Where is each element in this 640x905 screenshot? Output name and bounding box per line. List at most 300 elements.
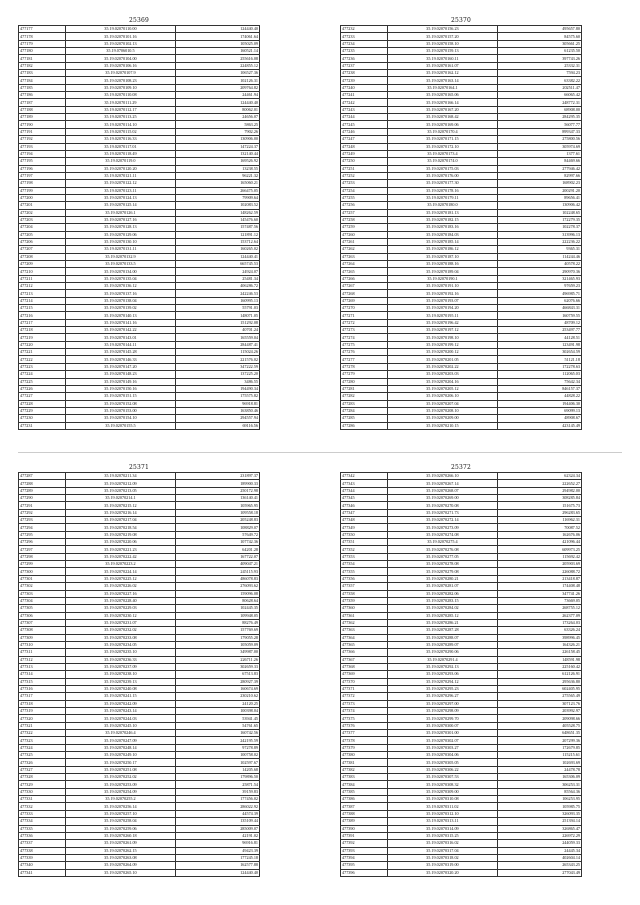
- value-cell: 168902.23: [497, 180, 581, 187]
- row-id-cell: 477290: [19, 495, 66, 502]
- code-cell: 35.19.02070158.10: [388, 40, 498, 47]
- row-id-cell: 477312: [19, 656, 66, 663]
- code-cell: 35.19.02070102.13: [66, 40, 176, 47]
- code-cell: 35.19.02070113.25: [66, 114, 176, 121]
- value-cell: 398996.45: [497, 634, 581, 641]
- value-cell: 53941.45: [175, 715, 259, 722]
- code-cell: 35.19.02070287.28: [388, 627, 498, 634]
- table-row: [19, 685, 260, 692]
- value-cell: 302654.59: [497, 349, 581, 356]
- panel-title: 25371: [128, 464, 150, 471]
- row-id-cell: 477216: [19, 312, 66, 319]
- value-cell: 262377.09: [497, 612, 581, 619]
- row-id-cell: 477365: [341, 641, 388, 648]
- table-row: [341, 671, 582, 678]
- table-row: [19, 862, 260, 869]
- row-id-cell: 477244: [341, 114, 388, 121]
- value-cell: 665745.53: [175, 261, 259, 268]
- row-id-cell: 477274: [341, 334, 388, 341]
- row-id-cell: 477353: [341, 553, 388, 560]
- value-cell: 284487.41: [175, 341, 259, 348]
- value-cell: 151292.08: [175, 319, 259, 326]
- value-cell: 80062.01: [175, 106, 259, 113]
- value-cell: 135109.44: [175, 818, 259, 825]
- row-id-cell: 477225: [19, 378, 66, 385]
- table-row: [19, 92, 260, 99]
- table-panel-25372: [340, 464, 582, 877]
- row-id-cell: 477371: [341, 685, 388, 692]
- data-table: [340, 25, 582, 430]
- table-row: [341, 752, 582, 759]
- value-cell: 284295.35: [497, 114, 581, 121]
- table-row: [341, 502, 582, 509]
- code-cell: 35.19.02070106.16: [66, 62, 176, 69]
- row-id-cell: 477348: [341, 517, 388, 524]
- row-id-cell: 477320: [19, 715, 66, 722]
- value-cell: 115024.26: [175, 349, 259, 356]
- value-cell: 5863.25: [175, 121, 259, 128]
- row-id-cell: 477386: [341, 796, 388, 803]
- value-cell: 49423.39: [175, 847, 259, 854]
- code-cell: 35.19.02070152.08: [66, 400, 176, 407]
- code-cell: 35.19.02070291.4: [388, 656, 498, 663]
- row-id-cell: 477282: [341, 393, 388, 400]
- value-cell: 245115.93: [175, 568, 259, 575]
- value-cell: 172679.85: [497, 744, 581, 751]
- value-cell: 102693.69: [497, 759, 581, 766]
- table-row: [19, 502, 260, 509]
- code-cell: 35.19.02070132.9: [66, 253, 176, 260]
- row-id-cell: 477236: [341, 55, 388, 62]
- row-id-cell: 477242: [341, 99, 388, 106]
- row-id-cell: 477207: [19, 246, 66, 253]
- code-cell: 35.19.02070212.09: [66, 480, 176, 487]
- table-row: [19, 48, 260, 55]
- code-cell: 35.19.02070207.04: [388, 400, 498, 407]
- data-table: [340, 472, 582, 877]
- code-cell: 35.19.02070217.04: [66, 517, 176, 524]
- value-cell: 248772.31: [497, 99, 581, 106]
- row-id-cell: 477186: [19, 92, 66, 99]
- table-panel-25370: [340, 17, 582, 430]
- row-id-cell: 477330: [19, 788, 66, 795]
- row-id-cell: 477381: [341, 759, 388, 766]
- code-cell: 35.19.02070101.16: [66, 33, 176, 40]
- value-cell: 202511.47: [497, 84, 581, 91]
- code-cell: 35.19.02070262.15: [66, 847, 176, 854]
- row-id-cell: 477345: [341, 495, 388, 502]
- row-id-cell: 477301: [19, 575, 66, 582]
- value-cell: 7594.23: [497, 70, 581, 77]
- code-cell: 35.19.02070136.12: [66, 283, 176, 290]
- value-cell: 64201.28: [175, 546, 259, 553]
- row-id-cell: 477358: [341, 590, 388, 597]
- code-cell: 35.19.02070260.18: [66, 832, 176, 839]
- table-row: [341, 612, 582, 619]
- code-cell: 35.19.02070299.70: [388, 715, 498, 722]
- code-cell: 35.19.02070181.13: [388, 209, 498, 216]
- value-cell: 486078.83: [175, 575, 259, 582]
- table-row: [341, 253, 582, 260]
- table-row: [341, 209, 582, 216]
- table-row: [19, 187, 260, 194]
- code-cell: 35.19.02070186.12: [388, 246, 498, 253]
- row-id-cell: 477324: [19, 744, 66, 751]
- value-cell: 13238.55: [175, 165, 259, 172]
- value-cell: 25871.54: [175, 781, 259, 788]
- row-id-cell: 477223: [19, 363, 66, 370]
- value-cell: 132140.44: [175, 150, 259, 157]
- value-cell: 162676.06: [497, 531, 581, 538]
- row-id-cell: 477201: [19, 202, 66, 209]
- code-cell: 35.19.02070184.03: [388, 231, 498, 238]
- code-cell: 35.19.02070319.00: [388, 862, 498, 869]
- value-cell: 205903.69: [497, 561, 581, 568]
- table-row: [341, 553, 582, 560]
- value-cell: 106527.36: [175, 70, 259, 77]
- code-cell: 35.19.02070149.16: [66, 378, 176, 385]
- value-cell: 194490.34: [175, 385, 259, 392]
- table-row: [19, 561, 260, 568]
- code-cell: 35.19.02070206.10: [388, 393, 498, 400]
- code-cell: 35.19.02070320.20: [388, 869, 498, 876]
- code-cell: 35.19.02070271.73: [388, 509, 498, 516]
- row-id-cell: 477390: [341, 825, 388, 832]
- code-cell: 35.19.02070116.33: [66, 136, 176, 143]
- code-cell: 35.19.02070215.12: [66, 502, 176, 509]
- table-row: [19, 524, 260, 531]
- row-id-cell: 477238: [341, 70, 388, 77]
- table-row: [341, 128, 582, 135]
- row-id-cell: 477375: [341, 715, 388, 722]
- code-cell: 35.19.02070225.12: [66, 575, 176, 582]
- row-id-cell: 477250: [341, 158, 388, 165]
- value-cell: 69116.56: [175, 422, 259, 429]
- table-row: [19, 99, 260, 106]
- row-id-cell: 477372: [341, 693, 388, 700]
- value-cell: 226088.72: [497, 568, 581, 575]
- row-id-cell: 477340: [19, 862, 66, 869]
- row-id-cell: 477224: [19, 371, 66, 378]
- row-id-cell: 477288: [19, 480, 66, 487]
- table-row: [341, 70, 582, 77]
- code-cell: 35.19.02070119.0: [66, 158, 176, 165]
- row-id-cell: 477311: [19, 649, 66, 656]
- row-id-cell: 477364: [341, 634, 388, 641]
- row-id-cell: 477352: [341, 546, 388, 553]
- value-cell: 102248.65: [497, 209, 581, 216]
- code-cell: 35.19.02070157.20: [388, 33, 498, 40]
- code-cell: 35.19.02070173.4: [388, 150, 498, 157]
- table-row: [19, 393, 260, 400]
- code-cell: 35.19.02070295.23: [388, 685, 498, 692]
- value-cell: 107742.36: [175, 539, 259, 546]
- value-cell: 9365.31: [497, 246, 581, 253]
- value-cell: 602405.95: [497, 685, 581, 692]
- table-row: [341, 136, 582, 143]
- row-id-cell: 477370: [341, 678, 388, 685]
- table-row: [19, 869, 260, 876]
- value-cell: 124440.40: [175, 99, 259, 106]
- code-cell: 35.19.02070196.42: [388, 319, 498, 326]
- table-panel-25369: [18, 17, 260, 430]
- row-id-cell: 477252: [341, 172, 388, 179]
- value-cell: 109948.05: [175, 612, 259, 619]
- table-row: [341, 297, 582, 304]
- table-row: [19, 415, 260, 422]
- table-row: [19, 854, 260, 861]
- value-cell: 40701.24: [175, 327, 259, 334]
- value-cell: 275800.56: [497, 136, 581, 143]
- code-cell: 35.19.02070133.5: [66, 261, 176, 268]
- value-cell: 24445.34: [497, 847, 581, 854]
- value-cell: 102445.35: [175, 605, 259, 612]
- row-id-cell: 477396: [341, 869, 388, 876]
- table-row: [19, 150, 260, 157]
- row-id-cell: 477213: [19, 290, 66, 297]
- table-row: [19, 363, 260, 370]
- code-cell: 35.19.02070294.12: [388, 678, 498, 685]
- table-row: [19, 663, 260, 670]
- value-cell: 63326.24: [497, 627, 581, 634]
- code-cell: 35.19.02070110.00: [66, 26, 176, 33]
- row-id-cell: 477211: [19, 275, 66, 282]
- row-id-cell: 477294: [19, 524, 66, 531]
- row-id-cell: 477245: [341, 121, 388, 128]
- code-cell: 35.19.02070223.2: [66, 561, 176, 568]
- table-row: [341, 656, 582, 663]
- table-row: [341, 517, 582, 524]
- row-id-cell: 477300: [19, 568, 66, 575]
- value-cell: 313996.13: [497, 231, 581, 238]
- row-id-cell: 477205: [19, 231, 66, 238]
- table-row: [341, 319, 582, 326]
- code-cell: 35.19.02070147.20: [66, 363, 176, 370]
- row-id-cell: 477270: [341, 305, 388, 312]
- row-id-cell: 477334: [19, 818, 66, 825]
- value-cell: 136140.41: [175, 495, 259, 502]
- value-cell: 39159.83: [175, 788, 259, 795]
- table-row: [19, 517, 260, 524]
- row-id-cell: 477284: [341, 407, 388, 414]
- table-row: [341, 693, 582, 700]
- code-cell: 35.19.02070256.14: [66, 803, 176, 810]
- table-row: [19, 341, 260, 348]
- code-cell: 35.19.02070148.23: [66, 371, 176, 378]
- row-id-cell: 477318: [19, 700, 66, 707]
- row-id-cell: 477344: [341, 487, 388, 494]
- value-cell: 112065.03: [497, 371, 581, 378]
- code-cell: 35.19.02070240.08: [66, 685, 176, 692]
- code-cell: 35.19.02070228.40: [66, 597, 176, 604]
- code-cell: 35.19.02070138.04: [66, 297, 176, 304]
- code-cell: 35.19.02070241.15: [66, 693, 176, 700]
- table-row: [341, 62, 582, 69]
- value-cell: 85564.36: [497, 788, 581, 795]
- code-cell: 35.19.02070274.08: [388, 531, 498, 538]
- row-id-cell: 477295: [19, 531, 66, 538]
- row-id-cell: 477308: [19, 627, 66, 634]
- table-row: [19, 825, 260, 832]
- value-cell: 121891.12: [175, 231, 259, 238]
- row-id-cell: 477185: [19, 84, 66, 91]
- table-row: [341, 583, 582, 590]
- table-row: [19, 172, 260, 179]
- table-row: [19, 238, 260, 245]
- code-cell: 35.19.02070242.09: [66, 700, 176, 707]
- table-row: [19, 275, 260, 282]
- table-row: [341, 495, 582, 502]
- value-cell: 67513.83: [175, 671, 259, 678]
- row-id-cell: 477376: [341, 722, 388, 729]
- row-id-cell: 477377: [341, 730, 388, 737]
- panel-title: 25370: [450, 17, 472, 24]
- value-cell: 124440.40: [175, 26, 259, 33]
- code-cell: 35.19.02070236.33: [66, 656, 176, 663]
- value-cell: 160521.14: [175, 48, 259, 55]
- row-id-cell: 477388: [341, 810, 388, 817]
- table-row: [19, 246, 260, 253]
- value-cell: 231897.37: [175, 473, 259, 480]
- table-row: [19, 509, 260, 516]
- table-row: [341, 840, 582, 847]
- code-cell: 35.19.02070134.00: [66, 268, 176, 275]
- table-row: [341, 627, 582, 634]
- table-row: [19, 575, 260, 582]
- code-cell: 35.19.02070187.10: [388, 253, 498, 260]
- row-id-cell: 477374: [341, 708, 388, 715]
- value-cell: 326093.35: [497, 810, 581, 817]
- row-id-cell: 477222: [19, 356, 66, 363]
- row-id-cell: 477232: [341, 26, 388, 33]
- row-id-cell: 477241: [341, 92, 388, 99]
- code-cell: 35.19.02070284.02: [388, 605, 498, 612]
- value-cell: 222236.22: [497, 238, 581, 245]
- value-cell: 102278.37: [497, 224, 581, 231]
- row-id-cell: 477249: [341, 150, 388, 157]
- table-row: [341, 561, 582, 568]
- table-row: [341, 290, 582, 297]
- value-cell: 3486.55: [175, 378, 259, 385]
- table-row: [19, 121, 260, 128]
- row-id-cell: 477188: [19, 106, 66, 113]
- code-cell: 35.19.02070112.17: [66, 106, 176, 113]
- value-cell: 306253.31: [497, 781, 581, 788]
- row-id-cell: 477178: [19, 33, 66, 40]
- row-id-cell: 477350: [341, 531, 388, 538]
- code-cell: 35.19.02070282.06: [388, 590, 498, 597]
- row-id-cell: 477253: [341, 180, 388, 187]
- value-cell: 159096.08: [175, 590, 259, 597]
- value-cell: 80628.64: [175, 597, 259, 604]
- row-id-cell: 477234: [341, 40, 388, 47]
- table-row: [341, 99, 582, 106]
- row-id-cell: 477383: [341, 774, 388, 781]
- row-id-cell: 477328: [19, 774, 66, 781]
- table-row: [19, 730, 260, 737]
- value-cell: 213418.87: [497, 575, 581, 582]
- value-cell: 466843.31: [497, 305, 581, 312]
- table-row: [341, 700, 582, 707]
- value-cell: 66065.42: [497, 92, 581, 99]
- value-cell: 268755.12: [497, 605, 581, 612]
- value-cell: 55791.03: [175, 305, 259, 312]
- table-row: [19, 158, 260, 165]
- row-id-cell: 477359: [341, 597, 388, 604]
- row-id-cell: 477314: [19, 671, 66, 678]
- value-cell: 89656.41: [497, 194, 581, 201]
- table-row: [341, 106, 582, 113]
- table-row: [341, 825, 582, 832]
- table-row: [341, 187, 582, 194]
- table-row: [19, 33, 260, 40]
- code-cell: 35.19.02070248.14: [66, 744, 176, 751]
- value-cell: 48908.67: [497, 415, 581, 422]
- code-cell: 35.19.02070317.04: [388, 847, 498, 854]
- value-cell: 266475.05: [175, 187, 259, 194]
- table-row: [341, 165, 582, 172]
- value-cell: 14205.68: [175, 766, 259, 773]
- table-row: [19, 378, 260, 385]
- row-id-cell: 477291: [19, 502, 66, 509]
- table-row: [341, 261, 582, 268]
- row-id-cell: 477267: [341, 283, 388, 290]
- table-row: [341, 597, 582, 604]
- table-row: [341, 312, 582, 319]
- value-cell: 173264.03: [497, 619, 581, 626]
- table-row: [19, 473, 260, 480]
- code-cell: 35.19.02070300.07: [388, 722, 498, 729]
- code-cell: 35.19.02070109.10: [66, 84, 176, 91]
- value-cell: 280927.39: [175, 678, 259, 685]
- value-cell: 75642.34: [497, 378, 581, 385]
- code-cell: 35.19.02070185.14: [388, 238, 498, 245]
- table-row: [341, 327, 582, 334]
- code-cell: 35.19.02070297.00: [388, 700, 498, 707]
- row-id-cell: 477325: [19, 752, 66, 759]
- row-id-cell: 477246: [341, 128, 388, 135]
- table-row: [19, 708, 260, 715]
- table-row: [341, 400, 582, 407]
- code-cell: 35.19.02070167.20: [388, 106, 498, 113]
- row-id-cell: 477177: [19, 26, 66, 33]
- row-id-cell: 477228: [19, 400, 66, 407]
- row-id-cell: 477323: [19, 737, 66, 744]
- code-cell: 35.19.02070168.42: [388, 114, 498, 121]
- value-cell: 308285.84: [497, 495, 581, 502]
- row-id-cell: 477342: [341, 473, 388, 480]
- table-row: [341, 143, 582, 150]
- code-cell: 35.19.02070128.13: [66, 224, 176, 231]
- table-row: [19, 349, 260, 356]
- row-id-cell: 477260: [341, 231, 388, 238]
- table-row: [19, 788, 260, 795]
- value-cell: 177245.18: [175, 854, 259, 861]
- table-row: [19, 55, 260, 62]
- code-cell: 35.19.02070182.15: [388, 216, 498, 223]
- table-row: [19, 400, 260, 407]
- table-row: [341, 356, 582, 363]
- code-cell: 35.19.02070205.12: [388, 385, 498, 392]
- code-cell: 35.19.02070213.05: [66, 487, 176, 494]
- table-row: [341, 781, 582, 788]
- value-cell: 109558.18: [175, 509, 259, 516]
- code-cell: 35.19.02070202.22: [388, 363, 498, 370]
- value-cell: 108829.07: [175, 524, 259, 531]
- table-row: [341, 158, 582, 165]
- table-row: [19, 722, 260, 729]
- table-row: [19, 480, 260, 487]
